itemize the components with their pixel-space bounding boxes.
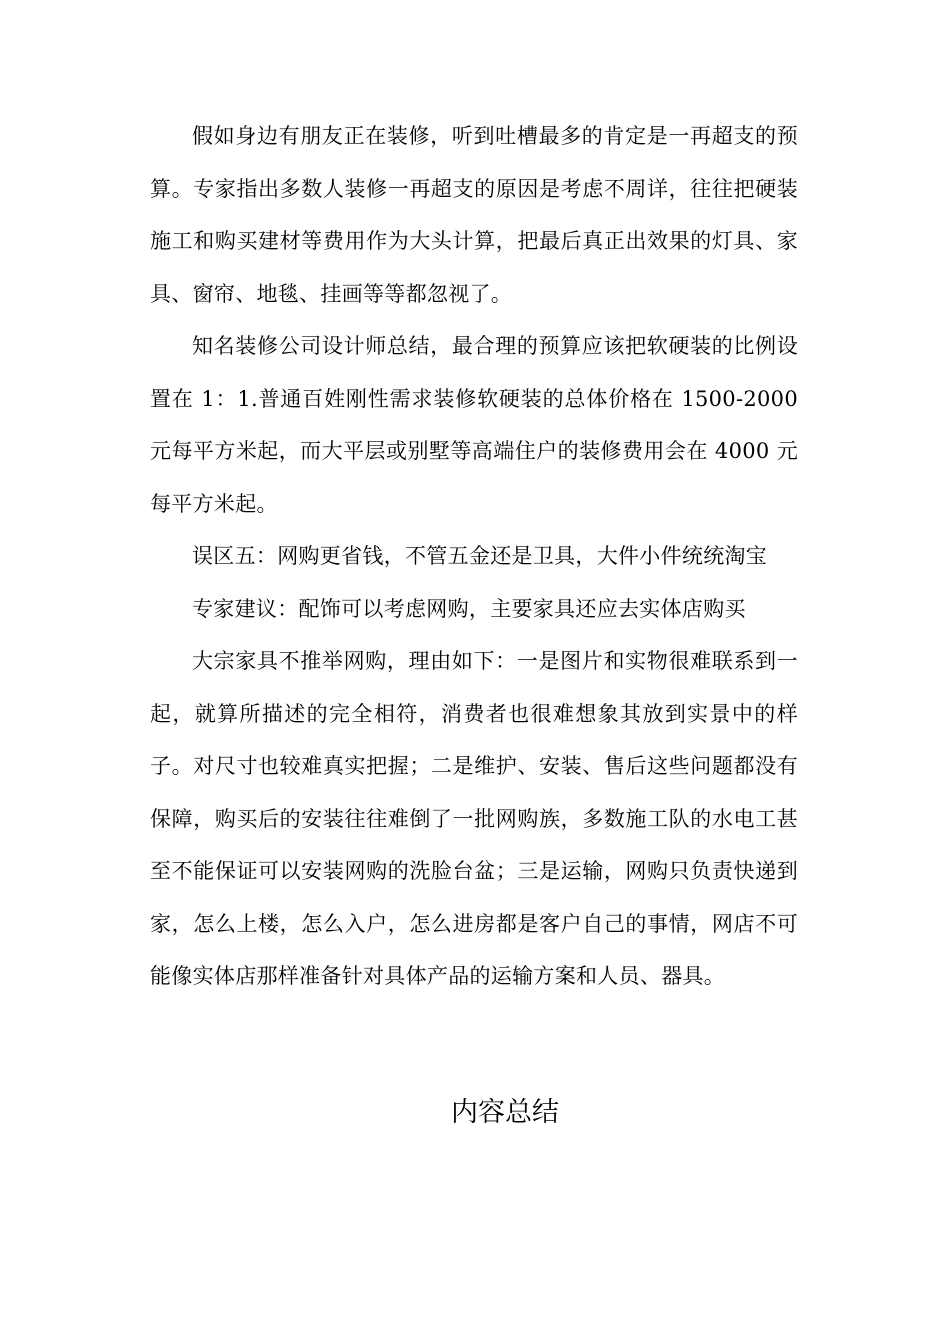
paragraph-expert-advice: 专家建议：配饰可以考虑网购，主要家具还应去实体店购买 — [192, 596, 746, 621]
body-text — [150, 110, 798, 1003]
summary-heading: 内容总结 — [451, 1097, 559, 1128]
paragraph-online-shopping-reasons: 大宗家具不推举网购，理由如下：一是图片和实物很难联系到一起，就算所描述的完全相符，消费者也很难想象其放到实景中的样子。对尺寸也较难真实把握；二是维护、安装、售后这些问题都没有保障，购买后的安装往往难倒了一批网购族，多数施工队的水电工甚至不能保证可以安装网购的洗脸台盆；三是运输，网购只负责快递到家，怎么上楼，怎么入户，怎么进房都是客户自己的事情，网店不可能像实体店那样准备针对具体产品的运输方案和人员、器具。 — [150, 649, 798, 988]
paragraph-budget-ratio: 知名装修公司设计师总结，最合理的预算应该把软硬装的比例设置在 1：1.普通百姓刚性需求装修软硬装的总体价格在 1500-2000 元每平方米起，而大平层或别墅等高端住户的装修费用会在 4000 元每平方米起。 — [150, 334, 798, 516]
paragraph-budget-overrun: 假如身边有朋友正在装修，听到吐槽最多的肯定是一再超支的预算。专家指出多数人装修一再超支的原因是考虑不周详，往往把硬装施工和购买建材等费用作为大头计算，把最后真正出效果的灯具、家具、窗帘、地毯、挂画等等都忽视了。 — [150, 124, 798, 306]
paragraph-myth-five: 误区五：网购更省钱，不管五金还是卫具，大件小件统统淘宝 — [192, 544, 768, 568]
